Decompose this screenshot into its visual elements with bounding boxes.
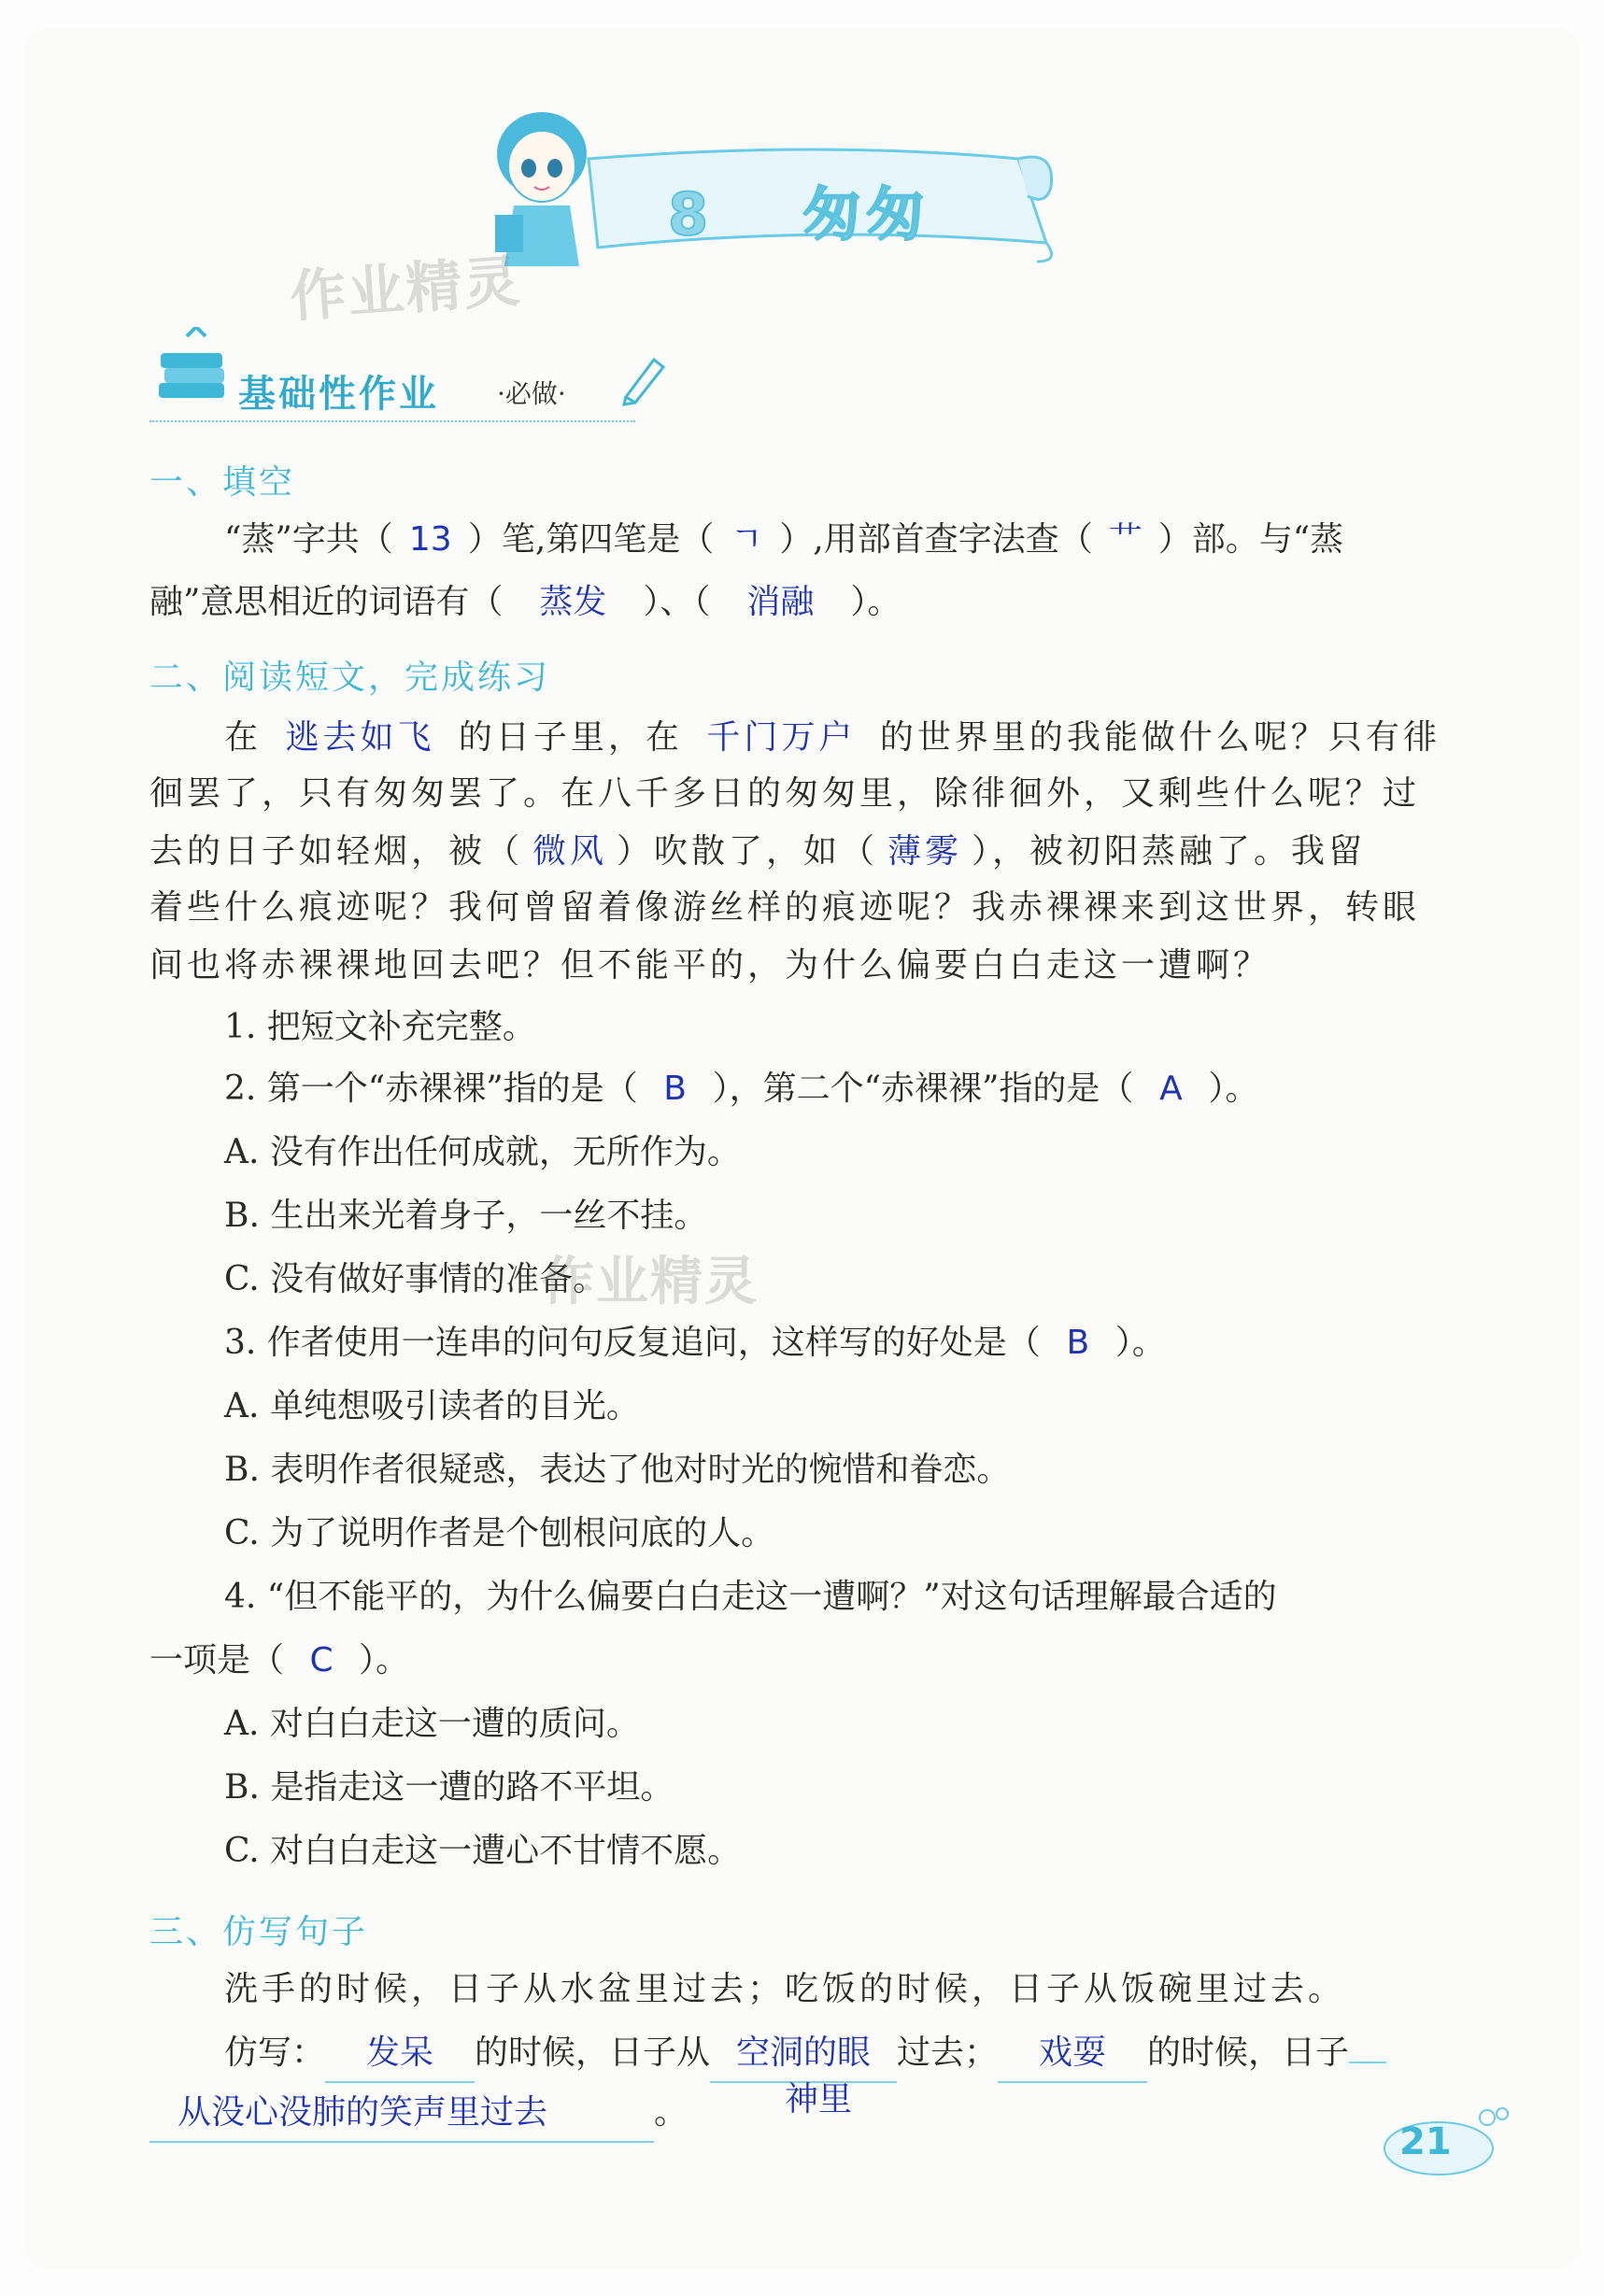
answer-passage3: 微风: [532, 832, 608, 871]
passage-line3: [149, 824, 1366, 880]
title-banner: [579, 131, 1065, 271]
q2-option-c: C. 没有做好事情的准备。: [224, 1260, 607, 1298]
badge-title: 基础性作业: [238, 373, 439, 416]
question1: 1. 把短文补充完整。: [224, 1008, 536, 1046]
text: 的时候，日子: [1147, 2034, 1350, 2072]
text: ）笔,第四笔是（: [467, 520, 715, 559]
pencil-icon: [617, 350, 673, 406]
blank-tail: [1349, 2062, 1386, 2063]
answer-radical: 艹: [1108, 520, 1143, 559]
text: ），第二个“赤裸裸”指的是（: [712, 1070, 1134, 1108]
text: 融”意思相近的词语有（: [149, 583, 504, 621]
watermark-top: 作业精灵: [288, 248, 524, 331]
text: ）、（: [643, 583, 711, 621]
answer-imitation2-cont: 神里: [785, 2080, 853, 2119]
answer-q2-second: A: [1159, 1070, 1183, 1108]
text: ），被初阳蒸融了。我留: [972, 832, 1367, 871]
text: 过去；: [897, 2034, 999, 2072]
q3-option-b: B. 表明作者很疑惑，表达了他对时光的惋惜和眷恋。: [224, 1451, 1011, 1489]
lesson-title: 匆匆: [802, 180, 930, 248]
q3-option-a: A. 单纯想吸引读者的目光。: [224, 1387, 640, 1425]
q2-option-b: B. 生出来光着身子，一丝不挂。: [224, 1197, 708, 1235]
answer-imitation3: 戏耍: [998, 2025, 1147, 2083]
answer-q3: B: [1066, 1324, 1090, 1362]
badge-underline: [149, 420, 635, 422]
answer-passage1: 逃去如飞: [285, 718, 435, 757]
section2-heading: 二、阅读短文，完成练习: [149, 659, 551, 697]
answer-synonym2: 消融: [746, 583, 815, 621]
q4-option-c: C. 对白白走这一遭心不甘情不愿。: [224, 1832, 742, 1870]
answer-synonym1: 蒸发: [539, 583, 607, 621]
section1-line1: [224, 512, 1343, 568]
answer-q4: C: [309, 1641, 334, 1679]
q2-option-a: A. 没有作出任何成就，无所作为。: [224, 1133, 741, 1171]
imitation-label: 仿写：: [224, 2034, 326, 2072]
answer-imitation1: 发呆: [325, 2025, 475, 2083]
text: 的日子里，在: [458, 718, 683, 757]
text: ）部。与“蒸: [1157, 520, 1344, 559]
text: ）。: [1208, 1070, 1259, 1108]
passage-line5: 间也将赤裸裸地回去吧？但不能平的，为什么偏要白白走这一遭啊？: [149, 946, 1271, 985]
text: 的世界里的我能做什么呢？只有徘: [879, 718, 1441, 757]
books-icon: [149, 327, 243, 420]
question2: [224, 1061, 1258, 1117]
answer-fourth-stroke: ㄱ: [730, 520, 763, 559]
question3: [224, 1315, 1166, 1371]
text: 的时候，日子从: [475, 2034, 711, 2072]
text: ）。: [850, 583, 901, 621]
answer-q2-first: B: [663, 1070, 687, 1108]
text: 去的日子如轻烟，被（: [149, 832, 524, 871]
section1-line2: [149, 574, 901, 631]
example-sentence: 洗手的时候，日子从水盆里过去；吃饭的时候，日子从饭碗里过去。: [224, 1970, 1346, 2008]
text: “蒸”字共（: [224, 520, 393, 559]
text: 2. 第一个“赤裸裸”指的是（: [224, 1070, 638, 1108]
passage-line4: 着些什么痕迹呢？我何曾留着像游丝样的痕迹呢？我赤裸裸来到这世界，转眼: [149, 888, 1421, 927]
section1-heading: 一、填空: [149, 463, 296, 502]
answer-passage4: 薄雾: [887, 832, 963, 871]
text: ）。: [1114, 1324, 1166, 1362]
imitation-line2: [149, 2085, 688, 2143]
text: 在: [224, 718, 263, 757]
lesson-number: 8: [668, 180, 715, 248]
text: ）,用部首查字法查（: [779, 520, 1093, 559]
question4-line2: [149, 1633, 409, 1689]
page-number: 21: [1399, 2120, 1452, 2163]
answer-passage2: 千门万户: [706, 718, 857, 757]
text: ）吹散了，如（: [617, 832, 879, 871]
answer-imitation4: 从没心没肺的笑声里过去: [149, 2085, 654, 2143]
answer-strokes: 13: [408, 520, 452, 559]
question4-line1: 4. “但不能平的，为什么偏要白白走这一遭啊？”对这句话理解最合适的: [224, 1578, 1277, 1616]
text: 一项是（: [149, 1641, 285, 1679]
passage-line2: 徊罢了，只有匆匆罢了。在八千多日的匆匆里，除徘徊外，又剩些什么呢？过: [149, 774, 1421, 813]
q4-option-b: B. 是指走这一遭的路不平坦。: [224, 1768, 674, 1807]
badge-note: ·必做·: [497, 378, 566, 409]
answer-imitation2: 空洞的眼: [710, 2025, 897, 2083]
section3-heading: 三、仿写句子: [149, 1913, 369, 1951]
text: ）。: [359, 1641, 410, 1679]
watermark-middle: 作业精灵: [542, 1252, 759, 1312]
q3-option-c: C. 为了说明作者是个刨根问底的人。: [224, 1514, 775, 1552]
text: 。: [654, 2093, 688, 2132]
text: 3. 作者使用一连串的问句反复追问，这样写的好处是（: [224, 1324, 1041, 1362]
passage-line1: [224, 710, 1441, 766]
q4-option-a: A. 对白白走这一遭的质问。: [224, 1705, 640, 1743]
